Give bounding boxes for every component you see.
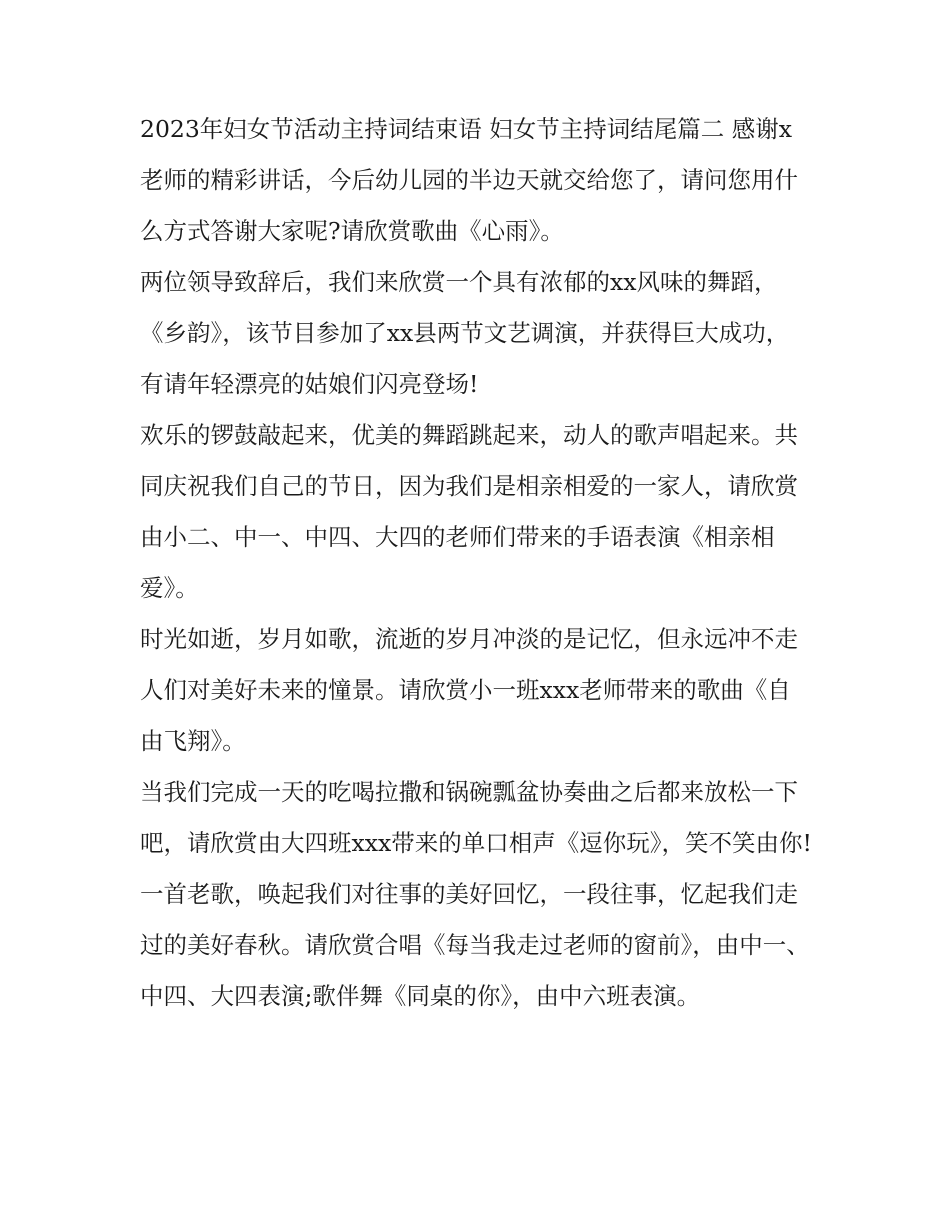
paragraph-opening-thanks: 2023年妇女节活动主持词结束语 妇女节主持词结尾篇二 感谢x老师的精彩讲话，今后幼儿园的半边天就交给您了，请问您用什么方式答谢大家呢?请欣赏歌曲《心雨》。 (140, 115, 798, 245)
paragraph-crosstalk: 当我们完成一天的吃喝拉撒和锅碗瓢盆协奏曲之后都来放松一下吧，请欣赏由大四班xxx带来的单口相声《逗你玩》，笑不笑由你! (140, 778, 812, 857)
paragraph-chorus: 一首老歌，唤起我们对往事的美好回忆，一段往事，忆起我们走过的美好春秋。请欣赏合唱《每当我走过老师的窗前》，由中一、中四、大四表演;歌伴舞《同桌的你》，由中六班表演。 (140, 880, 810, 1010)
paragraph-song-freedom: 时光如逝，岁月如歌，流逝的岁月冲淡的是记忆，但永远冲不走人们对美好未来的憧景。请欣赏小一班xxx老师带来的歌曲《自由飞翔》。 (140, 625, 798, 755)
paragraph-dance-xiangyun: 两位领导致辞后，我们来欣赏一个具有浓郁的xx风味的舞蹈，《乡韵》，该节目参加了xx县两节文艺调演，并获得巨大成功，有请年轻漂亮的姑娘们闪亮登场! (140, 268, 790, 398)
paragraph-sign-language: 欢乐的锣鼓敲起来，优美的舞蹈跳起来，动人的歌声唱起来。共同庆祝我们自己的节日，因为我们是相亲相爱的一家人，请欣赏由小二、中一、中四、大四的老师们带来的手语表演《相亲相爱》。 (140, 421, 798, 602)
document-body (140, 104, 812, 1022)
